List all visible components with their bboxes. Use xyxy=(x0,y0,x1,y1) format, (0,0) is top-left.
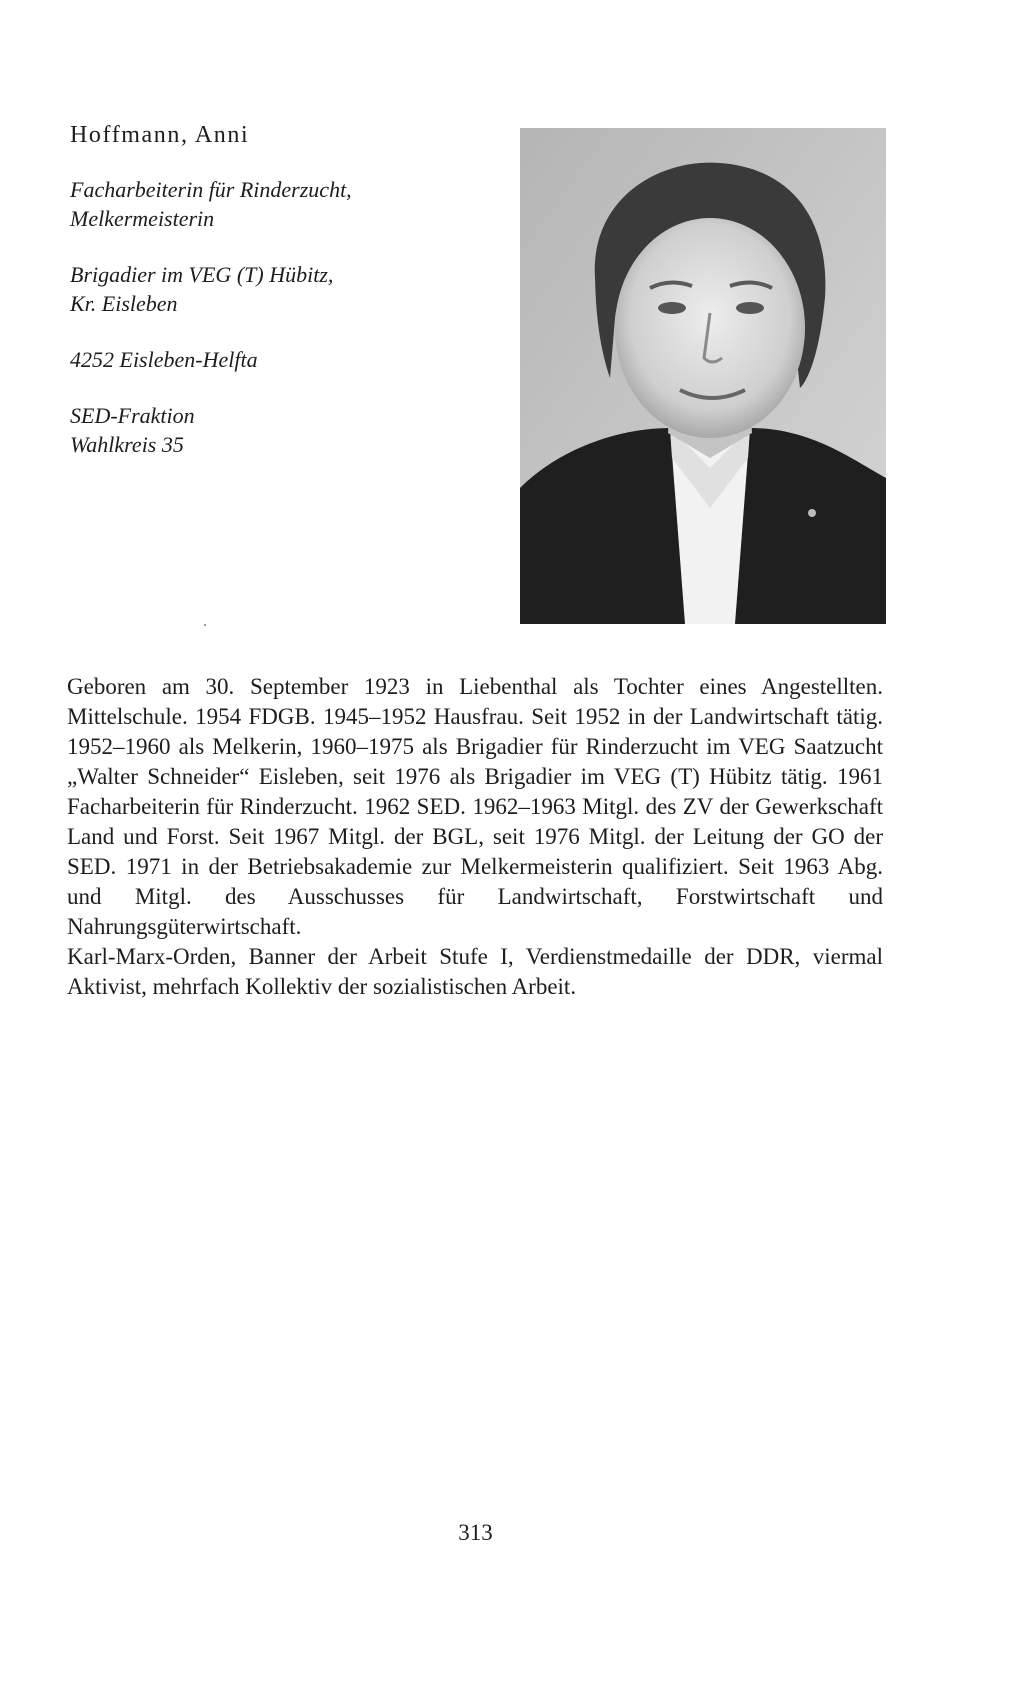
print-speck xyxy=(204,624,206,626)
faction xyxy=(70,401,490,459)
portrait-illustration xyxy=(520,128,886,624)
address xyxy=(70,345,490,374)
occupation-line-1: Facharbeiterin für Rinderzucht, xyxy=(70,177,352,202)
person-info xyxy=(70,175,490,486)
awards-text: Karl-Marx-Orden, Banner der Arbeit Stufe I, Verdienstmedaille der DDR, viermal Aktivist, mehrfach Kollektiv der sozialistischen Arbeit. xyxy=(67,944,883,999)
biography xyxy=(67,672,883,1002)
position-line-2: Kr. Eisleben xyxy=(70,291,178,316)
position xyxy=(70,260,490,318)
biography-text: Geboren am 30. September 1923 in Liebenthal als Tochter eines Angestellten. Mittelschule. 1954 FDGB. 1945–1952 Hausfrau. Seit 1952 in der Landwirtschaft tätig. 1952–1960 als Melkerin, 1960–1975 als Brigadier für Rinderzucht im VEG Saatzucht „Walter Schneider“ Eisleben, seit 1976 als Brigadier im VEG (T) Hübitz tätig. 1961 Facharbeiterin für Rinderzucht. 1962 SED. 1962–1963 Mitgl. des ZV der Gewerkschaft Land und Forst. Seit 1967 Mitgl. der BGL, seit 1976 Mitgl. der Leitung der GO der SED. 1971 in der Betriebsakademie zur Melkermeisterin qualifiziert. Seit 1963 Abg. und Mitgl. des Ausschusses für Landwirtschaft, Forstwirtschaft und Nahrungsgüterwirtschaft. xyxy=(67,674,883,939)
faction-line-1: SED-Fraktion xyxy=(70,403,195,428)
occupation xyxy=(70,175,490,233)
position-line-1: Brigadier im VEG (T) Hübitz, xyxy=(70,262,334,287)
occupation-line-2: Melkermeisterin xyxy=(70,206,215,231)
page-number: 313 xyxy=(458,1520,493,1545)
faction-line-2: Wahlkreis 35 xyxy=(70,432,184,457)
person-name: Hoffmann, Anni xyxy=(70,122,250,148)
address-line: 4252 Eisleben-Helfta xyxy=(70,347,258,372)
portrait-photo xyxy=(520,128,886,624)
